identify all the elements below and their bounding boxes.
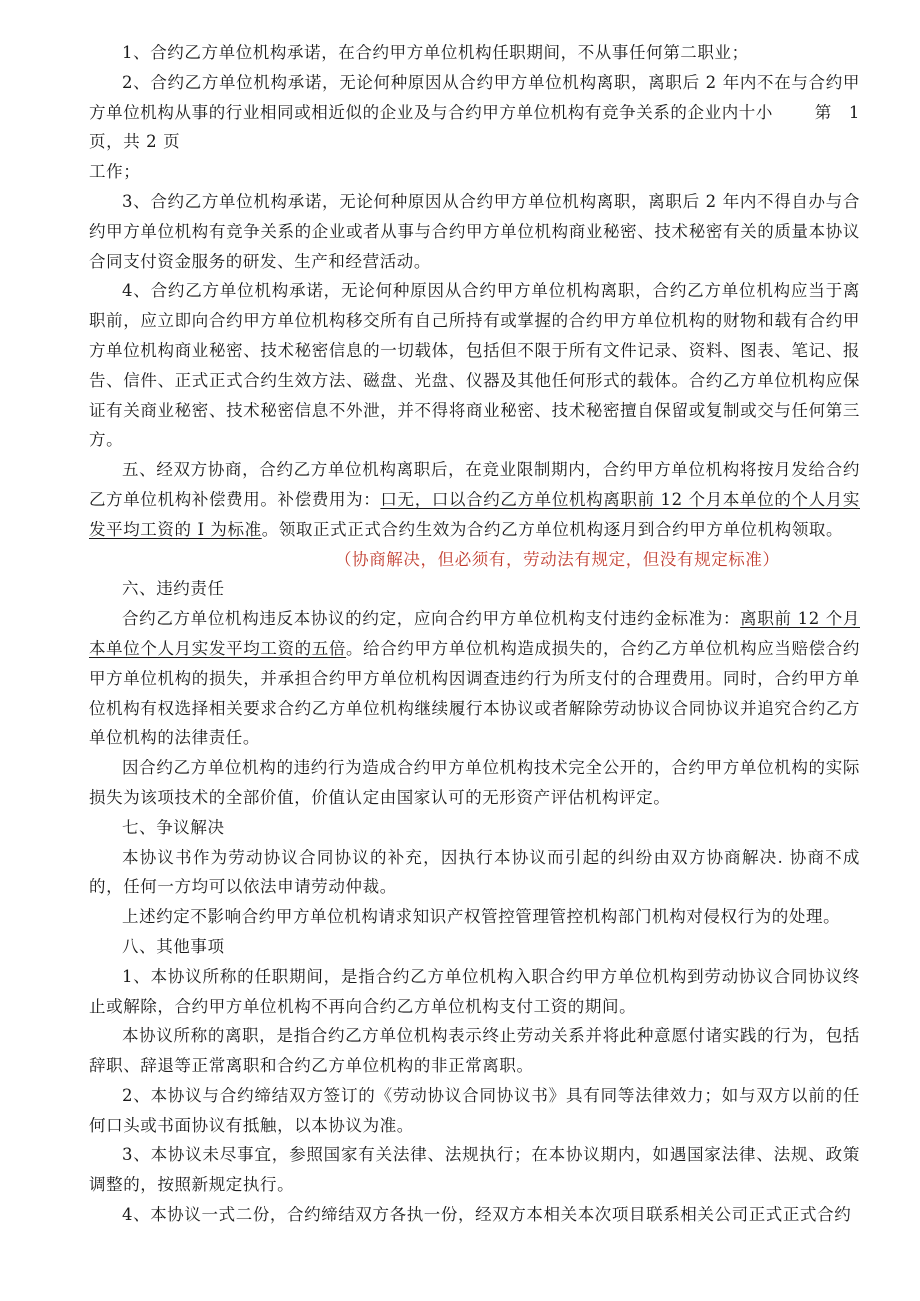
section-5: [89, 455, 860, 544]
clause-2: [89, 68, 860, 128]
clause-1: 1、合约乙方单位机构承诺，在合约甲方单位机构任职期间，不从事任何第二职业；: [122, 43, 749, 62]
red-annotation: （协商解决，但必须有，劳动法有规定，但没有规定标准）: [335, 549, 780, 569]
ip-clause: 上述约定不影响合约甲方单位机构请求知识产权管控管理管控机构部门机构对侵权行为的处理。: [122, 907, 841, 927]
other-clause-2: 2、本协议与合约缔结双方签订的《劳动协议合同协议书》具有同等法律效力；如与双方以前的任何口头或书面协议有抵触，以本协议为准。: [89, 1085, 860, 1135]
breach-text-b: 。给合约甲方单位机构造成损失的，合约乙方单位机构应当赔偿合约甲方单位机构的损失，并承担合约甲方单位机构因调查违约行为所支付的合理费用。同时，合约甲方单位机构有权选择相关要求合约乙方单位机构继续履行本协议或者解除劳动协议合同协议并追究合约乙方单位机构的法律责任。: [89, 638, 861, 748]
clause-3: 3、合约乙方单位机构承诺，无论何种原因从合约甲方单位机构离职，离职后 2 年内不得自办与合约甲方单位机构有竞争关系的企业或者从事与合约甲方单位机构商业秘密、技术秘密有关的质量本协议合同支付资金服务的研发、生产和经营活动。: [89, 191, 860, 271]
section-5-text-a: 五、经双方协商，合约乙方单位机构离职后，在竞业限制期内，合约甲方单位机构将按月发给合约乙方单位机构补偿费用。补偿费用为：: [89, 460, 860, 509]
clause-2-tail: 工作；: [89, 162, 141, 182]
penalty-standard: 离职前 12 个月本单位个人月实发平均工资的五倍: [89, 609, 860, 658]
breach-text-a: 合约乙方单位机构违反本协议的约定，应向合约甲方单位机构支付违约金标准为：: [122, 609, 741, 629]
clause-4: 4、合约乙方单位机构承诺，无论何种原因从合约甲方单位机构离职，合约乙方单位机构应当于离职前，应立即向合约甲方单位机构移交所有自己所持有或掌握的合约甲方单位机构的财物和载有合约甲方单位机构商业秘密、技术秘密信息的一切载体，包括但不限于所有文件记录、资料、图表、笔记、报告、信件、正式正式合约生效方法、磁盘、光盘、仪器及其他任何形式的载体。合约乙方单位机构应保证有关商业秘密、技术秘密信息不外泄，并不得将商业秘密、技术秘密擅自保留或复制或交与任何第三方。: [89, 281, 860, 450]
dispute-clause: 本协议书作为劳动协议合同协议的补充，因执行本协议而引起的纠纷由双方协商解决. 协商不成的，任何一方均可以依法申请劳动仲裁。: [89, 847, 860, 897]
page-count-mark: 页，共 2 页: [89, 132, 181, 152]
resignation-definition: 本协议所称的离职，是指合约乙方单位机构表示终止劳动关系并将此种意愿付诸实践的行为，包括辞职、辞退等正常离职和合约乙方单位机构的非正常离职。: [89, 1026, 860, 1076]
page-number-mark: 第 1: [814, 102, 860, 122]
heading-dispute-resolution: 七、争议解决: [122, 817, 225, 837]
document-page: [89, 38, 860, 1230]
compensation-standard: 口无，口以合约乙方单位机构离职前 12 个月本单位的个人月实发平均工资的 I 为标准: [89, 489, 860, 539]
other-clause-1: 1、本协议所称的任职期间，是指合约乙方单位机构入职合约甲方单位机构到劳动协议合同协议终止或解除，合约甲方单位机构不再向合约乙方单位机构支付工资的期间。: [89, 966, 860, 1016]
tech-disclosure-clause: 因合约乙方单位机构的违约行为造成合约甲方单位机构技术完全公开的，合约甲方单位机构的实际损失为该项技术的全部价值，价值认定由国家认可的无形资产评估机构评定。: [89, 758, 860, 807]
heading-other-matters: 八、其他事项: [122, 936, 225, 956]
other-clause-3: 3、本协议未尽事宜，参照国家有关法律、法规执行；在本协议期内，如遇国家法律、法规、政策调整的，按照新规定执行。: [89, 1145, 860, 1195]
breach-clause: [89, 604, 860, 753]
heading-breach-liability: 六、违约责任: [122, 579, 225, 599]
other-clause-4: 4、本协议一式二份，合约缔结双方各执一份，经双方本相关本次项目联系相关公司正式正式合约: [122, 1205, 852, 1225]
clause-2-text: 2、合约乙方单位机构承诺，无论何种原因从合约甲方单位机构离职，离职后 2 年内不在与合约甲方单位机构从事的行业相同或相近似的企业及与合约甲方单位机构有竞争关系的企业内十小: [89, 72, 860, 122]
section-5-text-b: 。领取正式正式合约生效为合约乙方单位机构逐月到合约甲方单位机构领取。: [261, 519, 844, 539]
